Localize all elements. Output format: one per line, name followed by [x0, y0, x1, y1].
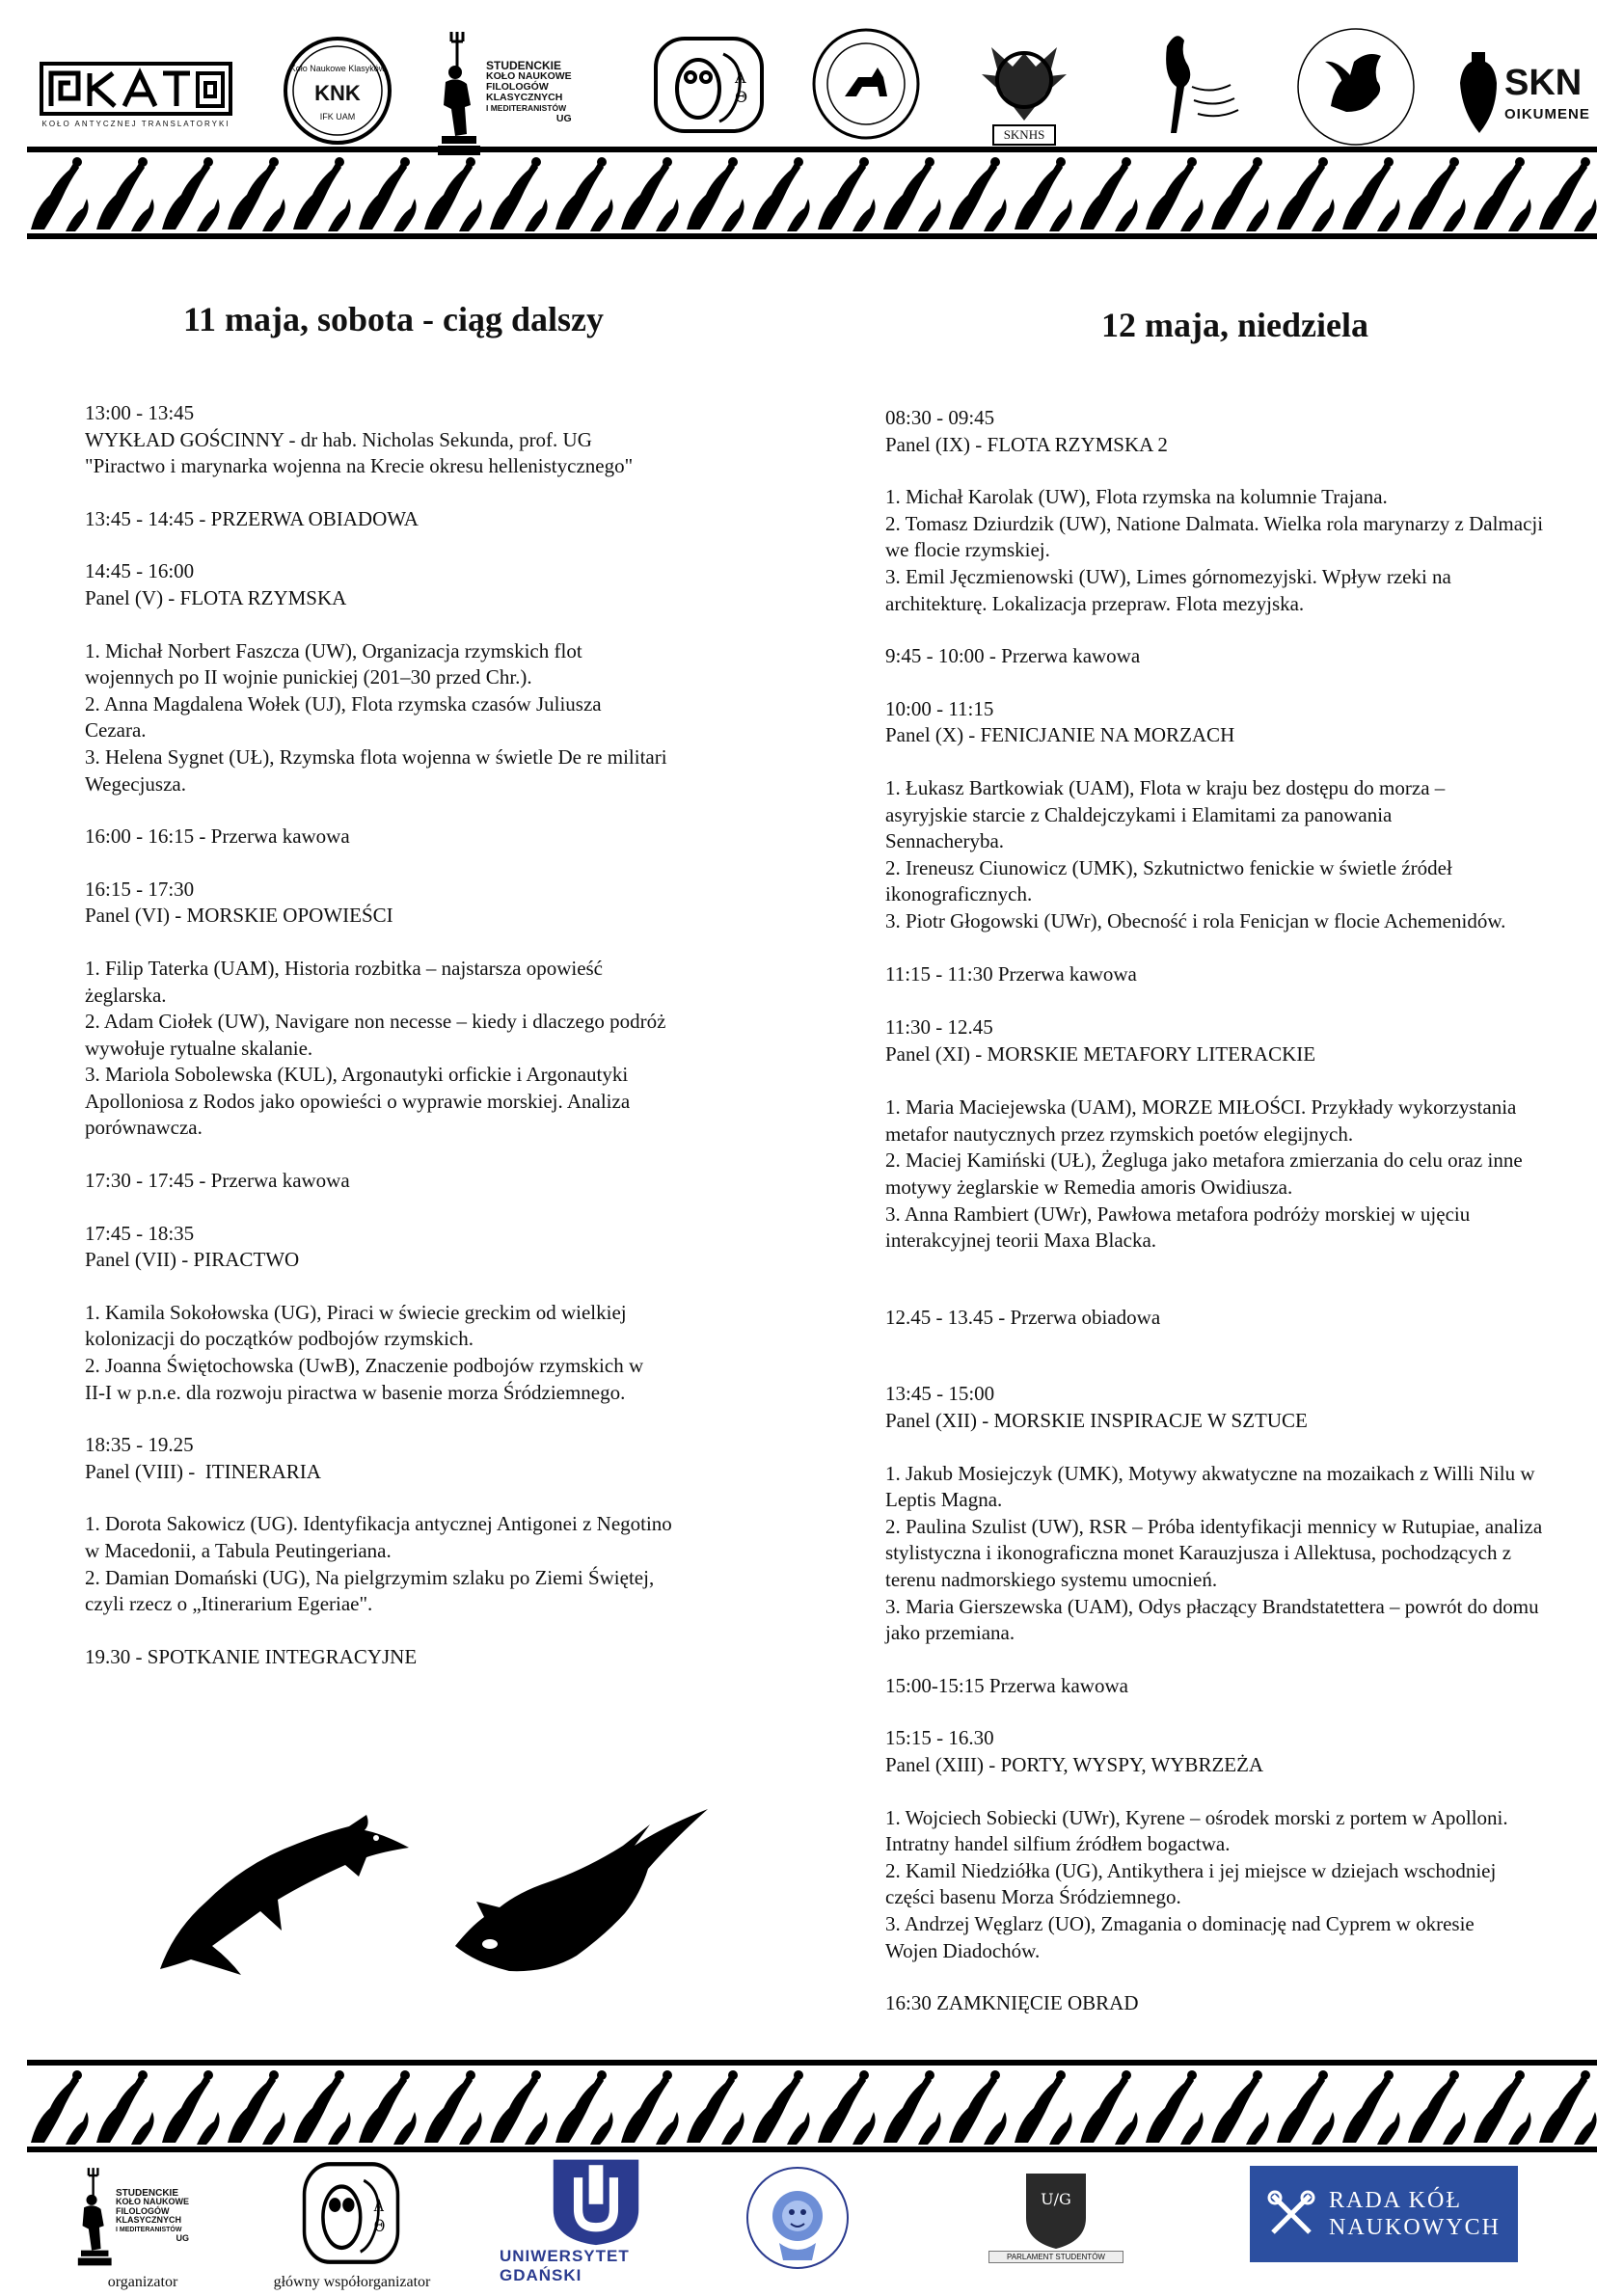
org-line4: KLASYCZNYCH — [116, 2215, 182, 2225]
schedule-block — [85, 1221, 779, 1274]
schedule-block — [85, 506, 779, 533]
eagle-icon — [974, 38, 1074, 124]
schedule-line: 2. Joanna Świętochowska (UwB), Znaczenie podbojów rzymskich w — [85, 1354, 644, 1378]
schedule-line: 1. Kamila Sokołowska (UG), Piraci w świecie greckim od wielkiej — [85, 1300, 627, 1324]
schedule-line: 16:15 - 17:30 — [85, 877, 195, 901]
schedule-line: 1. Łukasz Bartkowiak (UAM), Flota w kraju bez dostępu do morza – — [885, 775, 1446, 799]
schedule-line: II-I w p.n.e. dla rozwoju piractwa w basenie morza Śródziemnego. — [85, 1380, 626, 1404]
parlament-shield-icon — [1022, 2170, 1090, 2251]
schedule-line: 2. Maciej Kamiński (UŁ), Żegluga jako metafora zmierzania do celu oraz inne — [885, 1148, 1523, 1173]
oikumene-logo — [1456, 42, 1601, 143]
schedule-block — [85, 824, 779, 851]
schedule-block — [885, 1805, 1599, 1965]
schedule-line: 2. Tomasz Dziurdzik (UW), Natione Dalmata. Wielka rola marynarzy z Dalmacji — [885, 511, 1544, 535]
torch-logo — [1138, 27, 1254, 149]
org-line5: I MEDITERANISTÓW — [116, 2226, 182, 2233]
schedule-line: Panel (IX) - FLOTA RZYMSKA 2 — [885, 432, 1168, 456]
schedule-line: 2. Ireneusz Ciunowicz (UMK), Szkutnictwo fenickie w świetle źródeł — [885, 855, 1452, 879]
schedule-line: 3. Mariola Sobolewska (KUL), Argonautyki orfickie i Argonautyki — [85, 1063, 629, 1087]
schedule-line: 17:45 - 18:35 — [85, 1221, 195, 1245]
ug-emblem-icon — [538, 2156, 654, 2247]
ug-name: UNIWERSYTET GDAŃSKI — [500, 2247, 630, 2284]
schedule-line: żeglarska. — [85, 983, 167, 1007]
schedule-line: 1. Maria Maciejewska (UAM), MORZE MIŁOŚCI. Przykłady wykorzystania — [885, 1095, 1517, 1120]
schedule-block — [885, 696, 1599, 749]
schedule-line: Apolloniosa z Rodos jako opowieści o wyprawie morskiej. Analiza — [85, 1089, 631, 1113]
coorganizer-caption: główny współorganizator — [273, 2274, 431, 2290]
dolphin-right-icon — [442, 1801, 712, 1985]
dolphin-left-icon — [152, 1776, 413, 1979]
poseidon-statue-icon — [75, 2165, 116, 2267]
schedule-block — [885, 961, 1599, 988]
schedule-line: 2. Paulina Szulist (UW), RSR – Próba identyfikacji mennicy w Rutupiae, analiza — [885, 1514, 1543, 1538]
schedule-block — [885, 1094, 1599, 1255]
rada-line2: NAUKOWYCH — [1329, 2215, 1501, 2240]
schedule-line: 3. Emil Jęczmienowski (UW), Limes górnomezyjski. Wpływ rzeki na — [885, 564, 1451, 588]
schedule-block — [85, 1511, 779, 1617]
oikumene-sub: OIKUMENE — [1504, 105, 1590, 122]
knk-bottom-text: IFK UAM — [319, 112, 356, 122]
sknfkim-line1: STUDENCKIE — [486, 59, 562, 72]
bottom-frieze — [27, 2060, 1597, 2152]
schedule-line: 3. Anna Rambiert (UWr), Pawłowa metafora podróży morskiej w ujęciu — [885, 1202, 1471, 1226]
schedule-line: Leptis Magna. — [885, 1488, 1003, 1512]
schedule-line: Panel (XIII) - PORTY, WYSPY, WYBRZEŻA — [885, 1752, 1264, 1776]
schedule-line: w Macedonii, a Tabula Peutingeriana. — [85, 1539, 392, 1562]
schedule-block — [885, 775, 1599, 935]
org-line1: STUDENCKIE — [116, 2187, 179, 2199]
schedule-line: wywołuje rytualne skalanie. — [85, 1036, 313, 1060]
right-schedule-column — [885, 405, 1599, 2043]
kato-logo — [37, 54, 235, 135]
top-logo-row — [0, 14, 1624, 158]
torch-icon — [1138, 27, 1254, 149]
schedule-block — [885, 1305, 1599, 1332]
schedule-line: Intratny handel silfium źródłem bogactwa. — [885, 1832, 1231, 1856]
schedule-line: metafor nautycznych przez rzymskich poetów elegijnych. — [885, 1121, 1354, 1146]
schedule-line: 19.30 - SPOTKANIE INTEGRACYJNE — [85, 1644, 418, 1668]
schedule-line: 3. Helena Sygnet (UŁ), Rzymska flota wojenna w świetle De re militari — [85, 744, 667, 769]
blue-lion-icon — [743, 2160, 853, 2285]
organizer-caption: organizator — [107, 2274, 178, 2290]
owl-icon — [652, 35, 766, 135]
poseidon-statue-icon — [436, 28, 484, 157]
sknfkim-logo — [436, 27, 600, 158]
sknfkim-line2: KOŁO NAUKOWE — [486, 70, 572, 82]
schedule-line: terenu nadmorskiego systemu umocnień. — [885, 1568, 1218, 1591]
schedule-block — [85, 1300, 779, 1406]
parlament-logo — [964, 2160, 1148, 2272]
sknfkim-line6: UG — [555, 113, 572, 124]
knk-top-text: Koło Naukowe Klasyków — [289, 64, 386, 73]
schedule-block — [885, 1381, 1599, 1434]
owl-coin-logo — [652, 35, 766, 135]
schedule-line: we flocie rzymskiej. — [885, 538, 1050, 562]
schedule-line: 17:30 - 17:45 - Przerwa kawowa — [85, 1169, 350, 1193]
org-line2: KOŁO NAUKOWE — [116, 2197, 189, 2206]
schedule-line: czyli rzecz o „Itinerarium Egeriae". — [85, 1592, 373, 1616]
kato-subtitle: KOŁO ANTYCZNEJ TRANSLATORYKI — [41, 119, 230, 128]
svg-text:Θ: Θ — [735, 88, 748, 106]
cea-logo — [743, 2160, 853, 2285]
schedule-line: 13:00 - 13:45 — [85, 401, 195, 424]
schedule-line: Panel (XII) - MORSKIE INSPIRACJE W SZTUCE — [885, 1409, 1308, 1433]
schedule-line: 2. Adam Ciołek (UW), Navigare non necesse – kiedy i dlaczego podróż — [85, 1010, 666, 1034]
schedule-line: 16:30 ZAMKNIĘCIE OBRAD — [885, 1991, 1139, 2015]
schedule-line: "Piractwo i marynarka wojenna na Krecie okresu hellenistycznego" — [85, 454, 634, 478]
schedule-line: Panel (X) - FENICJANIE NA MORZACH — [885, 723, 1235, 747]
schedule-line: Panel (XI) - MORSKIE METAFORY LITERACKIE — [885, 1041, 1316, 1066]
rada-kol-logo — [1250, 2166, 1518, 2262]
schedule-line: 1. Filip Taterka (UAM), Historia rozbitka – najstarsza opowieść — [85, 956, 604, 980]
schedule-line: Panel (VIII) - ITINERARIA — [85, 1459, 321, 1483]
schedule-block — [85, 1644, 779, 1671]
schedule-line: Sennacheryba. — [885, 829, 1005, 853]
rada-line1: RADA KÓŁ — [1329, 2188, 1463, 2213]
svg-text:Α: Α — [373, 2196, 384, 2216]
svg-text:Α: Α — [735, 68, 746, 87]
owl-icon — [301, 2160, 401, 2266]
schedule-line: 3. Andrzej Węglarz (UO), Zmagania o dominację nad Cyprem w okresie — [885, 1911, 1475, 1935]
schedule-block — [885, 405, 1599, 458]
schedule-line: asyryjskie starcie z Chaldejczykami i Elamitami za panowania — [885, 802, 1393, 826]
sknfkim-line4: KLASYCZNYCH — [486, 92, 563, 103]
schedule-line: WYKŁAD GOŚCINNY - dr hab. Nicholas Sekunda, prof. UG — [85, 427, 592, 451]
organizer-logo — [75, 2164, 230, 2268]
right-day-title: 12 maja, niedziela — [1101, 306, 1368, 344]
schedule-line: interakcyjnej teorii Maxa Blacka. — [885, 1229, 1157, 1253]
schedule-line: Panel (V) - FLOTA RZYMSKA — [85, 585, 347, 609]
left-schedule-column — [85, 400, 779, 1696]
schedule-block — [885, 1990, 1599, 2017]
schedule-line: 13:45 - 14:45 - PRZERWA OBIADOWA — [85, 506, 419, 530]
frieze-pattern — [27, 152, 1597, 233]
schedule-line: 16:00 - 16:15 - Przerwa kawowa — [85, 824, 350, 849]
schedule-line: 2. Kamil Niedziółka (UG), Antikythera i jej miejsce w dziejach wschodniej — [885, 1858, 1497, 1882]
schedule-line: Cezara. — [85, 718, 147, 743]
cross-keys-icon — [1267, 2190, 1315, 2238]
left-day-title: 11 maja, sobota - ciąg dalszy — [183, 300, 604, 338]
schedule-block — [885, 1725, 1599, 1778]
sknhs-label: SKNHS — [992, 124, 1057, 146]
schedule-block — [885, 484, 1599, 617]
schedule-block — [885, 643, 1599, 670]
schedule-line: 18:35 - 19.25 — [85, 1433, 194, 1457]
schedule-line: 08:30 - 09:45 — [885, 406, 995, 429]
schedule-line: stylistyczna i ikonograficzna monet Karauzjusza i Allektusa, pochodzących z — [885, 1541, 1512, 1565]
frieze-pattern — [27, 2066, 1597, 2147]
schedule-line: 12.45 - 13.45 - Przerwa obiadowa — [885, 1305, 1161, 1329]
amphora-icon — [1456, 48, 1499, 137]
schedule-block — [885, 1673, 1599, 1700]
schedule-line: 3. Piotr Głogowski (UWr), Obecność i rola Fenicjan w flocie Achemenidów. — [885, 908, 1506, 932]
schedule-block — [85, 1432, 779, 1485]
coorganizer-logo — [301, 2160, 401, 2266]
schedule-block — [885, 1461, 1599, 1647]
schedule-line: Wegecjusza. — [85, 771, 186, 796]
sknfkim-line3: FILOLOGÓW — [486, 81, 549, 93]
svg-text:Θ: Θ — [373, 2216, 386, 2236]
schedule-line: 1. Michał Norbert Faszcza (UW), Organizacja rzymskich flot — [85, 638, 582, 662]
schedule-line: 11:30 - 12.45 — [885, 1015, 993, 1040]
schedule-line: 2. Damian Domański (UG), Na pielgrzymim szlaku po Ziemi Świętej, — [85, 1565, 655, 1589]
oikumene-skn: SKN — [1504, 62, 1583, 103]
schedule-line: 3. Maria Gierszewska (UAM), Odys płaczący Brandstatettera – powrót do domu — [885, 1594, 1539, 1618]
schedule-block — [85, 1168, 779, 1195]
schedule-line: 10:00 - 11:15 — [885, 696, 994, 720]
schedule-line: 13:45 - 15:00 — [885, 1382, 995, 1406]
schedule-line: jako przemiana. — [885, 1621, 1015, 1645]
kolo-starozytnicze-logo — [810, 27, 922, 141]
ug-logo — [500, 2156, 692, 2285]
org-line3: FILOLOGÓW — [116, 2205, 170, 2216]
schedule-block — [85, 558, 779, 611]
top-frieze — [27, 147, 1597, 239]
knk-name: KNK — [314, 81, 361, 105]
schedule-line: Panel (VI) - MORSKIE OPOWIEŚCI — [85, 904, 393, 928]
schedule-line: Wojen Diadochów. — [885, 1938, 1041, 1962]
greek-key-icon — [40, 62, 232, 116]
sknhs-logo — [970, 35, 1078, 149]
griffin-icon — [1292, 23, 1420, 150]
griffin-logo — [1292, 23, 1420, 150]
schedule-line: kolonizacji do początków podbojów rzymskich. — [85, 1327, 474, 1351]
schedule-line: 14:45 - 16:00 — [85, 559, 195, 583]
schedule-line: architekturę. Lokalizacja przepraw. Flota mezyjska. — [885, 591, 1305, 615]
schedule-line: 1. Dorota Sakowicz (UG). Identyfikacja antycznej Antigonei z Negotino — [85, 1512, 672, 1536]
schedule-line: porównawcza. — [85, 1116, 203, 1140]
schedule-line: motywy żeglarskie w Remedia amoris Owidiusza. — [885, 1175, 1293, 1200]
schedule-line: 1. Michał Karolak (UW), Flota rzymska na kolumnie Trajana. — [885, 485, 1388, 509]
schedule-block — [885, 1014, 1599, 1067]
schedule-line: 15:00-15:15 Przerwa kawowa — [885, 1673, 1128, 1697]
schedule-line: ikonograficznych. — [885, 882, 1033, 906]
schedule-line: 1. Jakub Mosiejczyk (UMK), Motywy akwatyczne na mozaikach z Willi Nilu w — [885, 1461, 1535, 1485]
schedule-line: 1. Wojciech Sobiecki (UWr), Kyrene – ośrodek morski z portem w Apolloni. — [885, 1805, 1508, 1829]
schedule-line: części basenu Morza Śródziemnego. — [885, 1885, 1181, 1909]
ug-monogram: U/G — [1041, 2189, 1071, 2208]
schedule-line: 11:15 - 11:30 Przerwa kawowa — [885, 961, 1137, 986]
schedule-line: 2. Anna Magdalena Wołek (UJ), Flota rzymska czasów Juliusza — [85, 691, 602, 716]
parlament-banner: PARLAMENT STUDENTÓW — [988, 2251, 1123, 2263]
schedule-block — [85, 956, 779, 1142]
schedule-block — [85, 877, 779, 930]
schedule-block — [85, 400, 779, 480]
org-line6: UG — [176, 2233, 189, 2243]
schedule-block — [85, 638, 779, 798]
sknfkim-line5: I MEDITERANISTÓW — [486, 103, 567, 113]
knk-logo — [282, 35, 393, 147]
schedule-line: 15:15 - 16.30 — [885, 1726, 994, 1750]
schedule-line: wojennych po II wojnie punickiej (201–30 przed Chr.). — [85, 665, 532, 689]
schedule-line: Panel (VII) - PIRACTWO — [85, 1248, 300, 1272]
schedule-line: 9:45 - 10:00 - Przerwa kawowa — [885, 644, 1141, 668]
